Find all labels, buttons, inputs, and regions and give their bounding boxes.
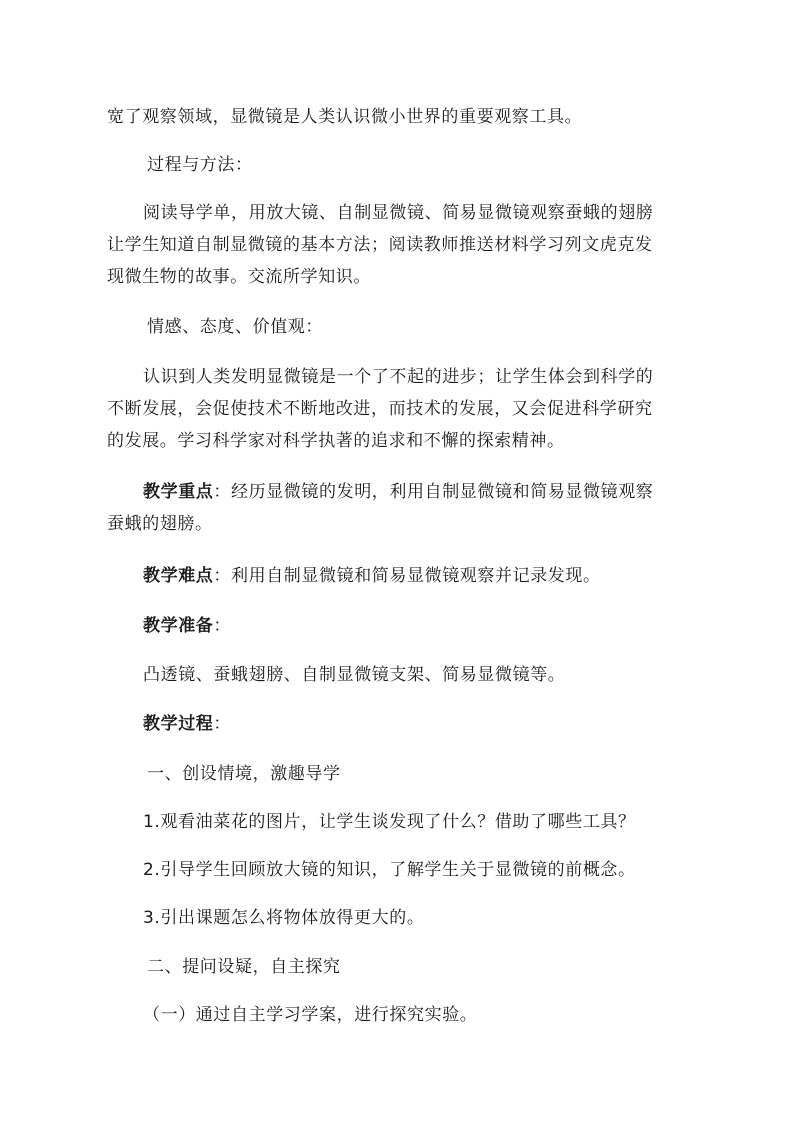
heading-emotion-attitude-values: 情感、态度、价值观： — [147, 317, 323, 337]
list-item-1: 1.观看油菜花的图片，让学生谈发现了什么？借助了哪些工具？ — [143, 812, 636, 832]
process-body-line-1: 阅读导学单，用放大镜、自制显微镜、简易显微镜观察蚕蛾的翅膀 — [143, 203, 654, 223]
process-title-colon: ： — [213, 714, 232, 734]
prep-heading-colon: ： — [213, 616, 232, 636]
section-1-heading: 一、创设情境，激趣导学 — [147, 764, 341, 784]
subsection-1-heading: （一）通过自主学习学案，进行探究实验。 — [143, 1005, 478, 1025]
process-body-line-2: 让学生知道自制显微镜的基本方法；阅读教师推送材料学习列文虎克发 — [107, 235, 653, 255]
process-body-line-3: 现微生物的故事。交流所学知识。 — [107, 267, 371, 287]
key-point-text: ：经历显微镜的发明，利用自制显微镜和简易显微镜观察 — [213, 482, 654, 502]
difficulty-line — [143, 562, 601, 590]
emotion-body-line-2: 不断发展，会促使技术不断地改进，而技术的发展，又会促进科学研究 — [107, 399, 653, 419]
prep-heading — [143, 612, 231, 640]
difficulty-label: 教学难点 — [143, 566, 214, 586]
list-item-2: 2.引导学生回顾放大镜的知识，了解学生关于显微镜的前概念。 — [143, 860, 636, 880]
paragraph-intro-continuation: 宽了观察领域，显微镜是人类认识微小世界的重要观察工具。 — [107, 107, 583, 127]
section-2-heading: 二、提问设疑，自主探究 — [147, 957, 341, 977]
heading-process-methods: 过程与方法： — [147, 155, 253, 175]
difficulty-text: ：利用自制显微镜和简易显微镜观察并记录发现。 — [213, 566, 601, 586]
prep-body: 凸透镜、蚕蛾翅膀、自制显微镜支架、简易显微镜等。 — [143, 665, 566, 685]
key-point-label: 教学重点 — [143, 482, 214, 502]
key-point-line-1 — [143, 478, 653, 506]
key-point-line-2: 蚕蛾的翅膀。 — [107, 514, 213, 534]
emotion-body-line-3: 的发展。学习科学家对科学执著的追求和不懈的探索精神。 — [107, 431, 565, 451]
process-title — [143, 710, 231, 738]
prep-heading-label: 教学准备 — [143, 616, 214, 636]
emotion-body-line-1: 认识到人类发明显微镜是一个了不起的进步；让学生体会到科学的 — [143, 367, 654, 387]
list-item-3: 3.引出课题怎么将物体放得更大的。 — [143, 908, 425, 928]
process-title-label: 教学过程 — [143, 714, 214, 734]
